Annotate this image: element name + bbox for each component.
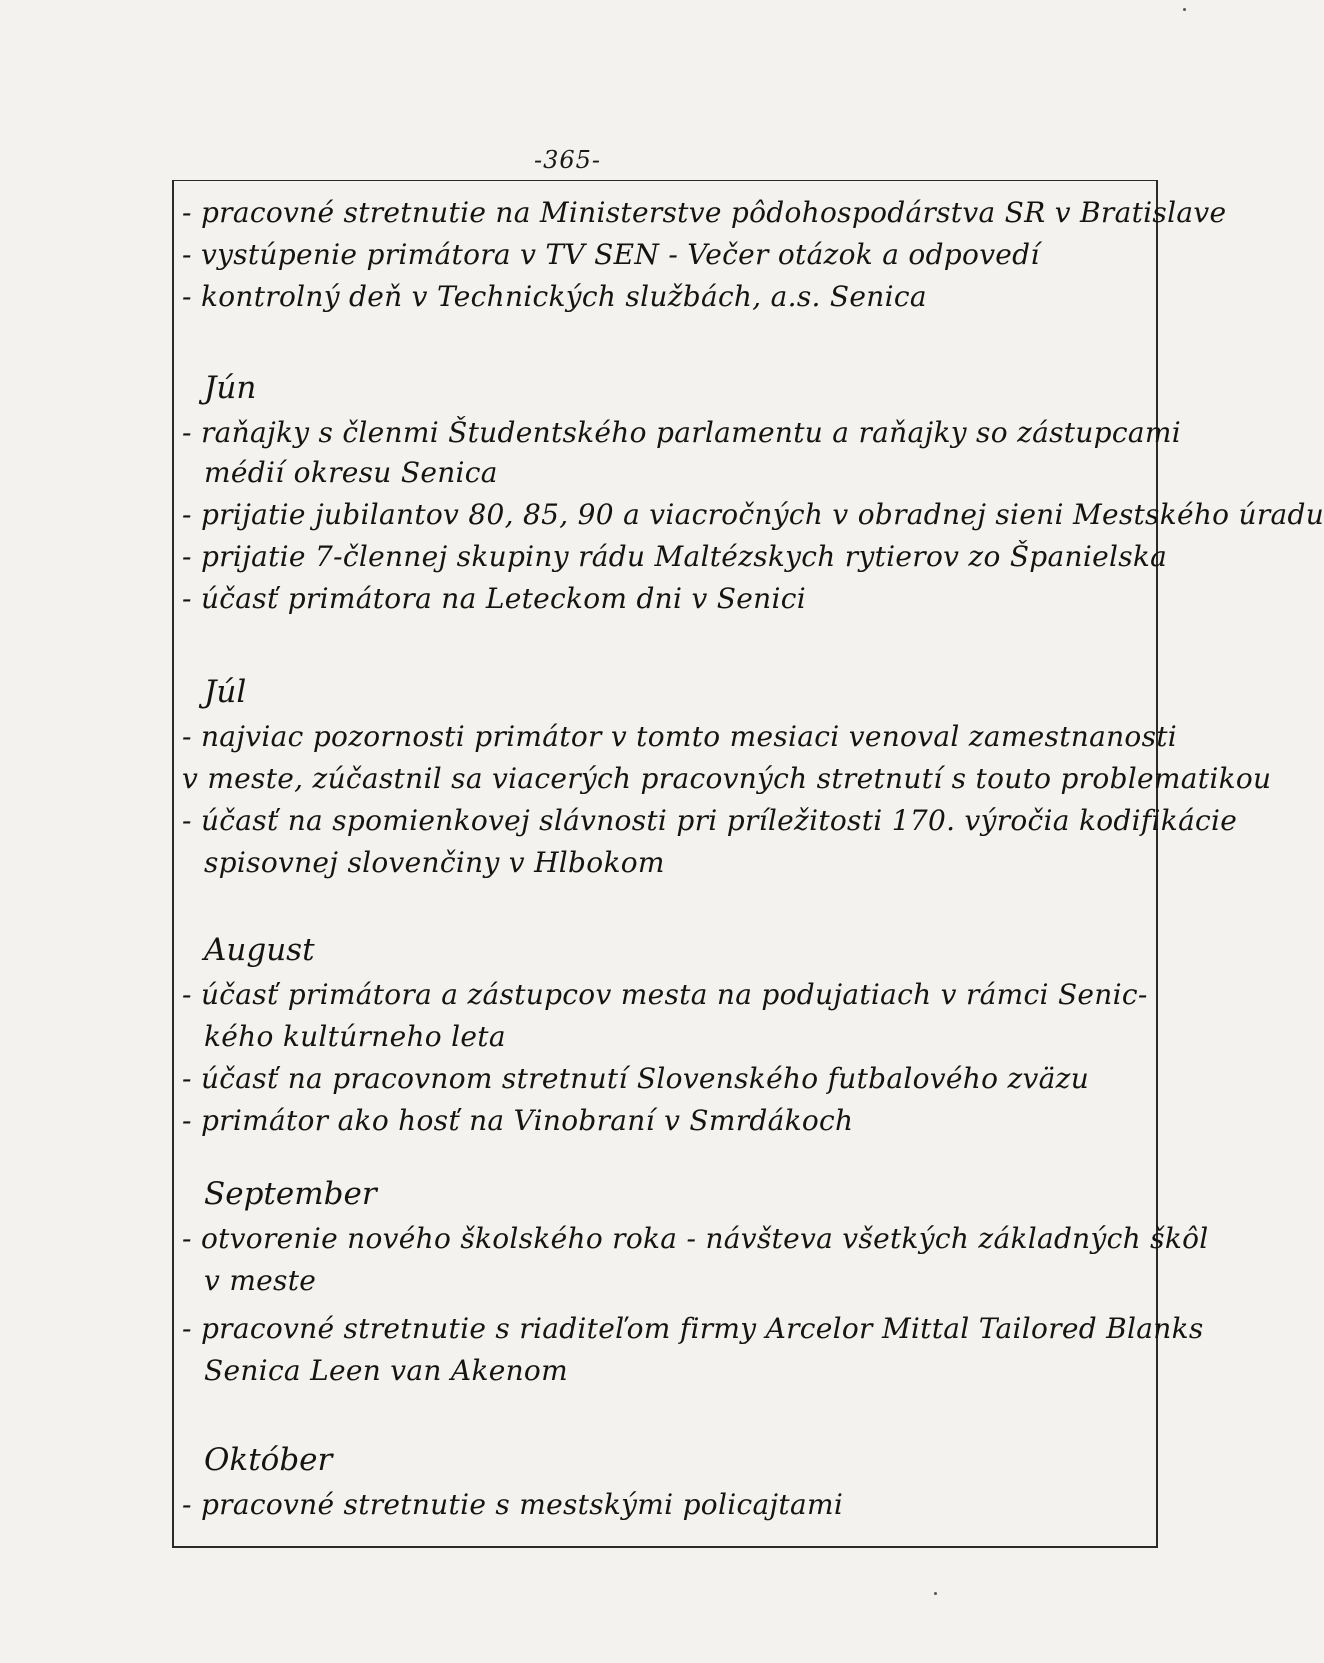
month-heading: Október: [204, 1442, 333, 1478]
handwritten-text: [182, 192, 1324, 1542]
text-line: - účasť na spomienkovej slávnosti pri príležitosti 170. výročia kodifikácie: [182, 804, 1238, 837]
text-line: - prijatie 7-člennej skupiny rádu Maltézskych rytierov zo Španielska: [182, 540, 1168, 573]
month-heading: September: [204, 1176, 377, 1212]
text-line: - účasť primátora na Leteckom dni v Senici: [182, 582, 806, 615]
text-line: - pracovné stretnutie s riaditeľom firmy Arcelor Mittal Tailored Blanks: [182, 1312, 1204, 1345]
text-line: - otvorenie nového školského roka - návšteva všetkých základných škôl: [182, 1222, 1209, 1255]
text-line: spisovnej slovenčiny v Hlbokom: [204, 846, 665, 879]
text-line: - kontrolný deň v Technických službách, a.s. Senica: [182, 280, 927, 313]
text-line: - účasť na pracovnom stretnutí Slovenského futbalového zväzu: [182, 1062, 1090, 1095]
month-heading: Júl: [204, 674, 247, 710]
text-line: - pracovné stretnutie na Ministerstve pôdohospodárstva SR v Bratislave: [182, 196, 1227, 229]
text-line: Senica Leen van Akenom: [204, 1354, 568, 1387]
speck: [934, 1592, 937, 1595]
text-line: - primátor ako hosť na Vinobraní v Smrdákoch: [182, 1104, 854, 1137]
text-line: v meste, zúčastnil sa viacerých pracovných stretnutí s touto problematikou: [182, 762, 1272, 795]
text-line: - vystúpenie primátora v TV SEN - Večer otázok a odpovedí: [182, 238, 1040, 271]
text-line: - účasť primátora a zástupcov mesta na podujatiach v rámci Senic-: [182, 978, 1148, 1011]
text-line: - najviac pozornosti primátor v tomto mesiaci venoval zamestnanosti: [182, 720, 1178, 753]
month-heading: Jún: [204, 370, 257, 406]
text-line: - pracovné stretnutie s mestskými policajtami: [182, 1488, 844, 1521]
speck: [1183, 8, 1186, 11]
text-line: médií okresu Senica: [204, 456, 498, 489]
text-line: - raňajky s členmi Študentského parlamentu a raňajky so zástupcami: [182, 416, 1181, 449]
text-line: v meste: [204, 1264, 317, 1297]
text-line: kého kultúrneho leta: [204, 1020, 506, 1053]
month-heading: August: [204, 932, 315, 968]
page-number: -365-: [534, 146, 602, 174]
text-line: - prijatie jubilantov 80, 85, 90 a viacročných v obradnej sieni Mestského úradu: [182, 498, 1324, 531]
